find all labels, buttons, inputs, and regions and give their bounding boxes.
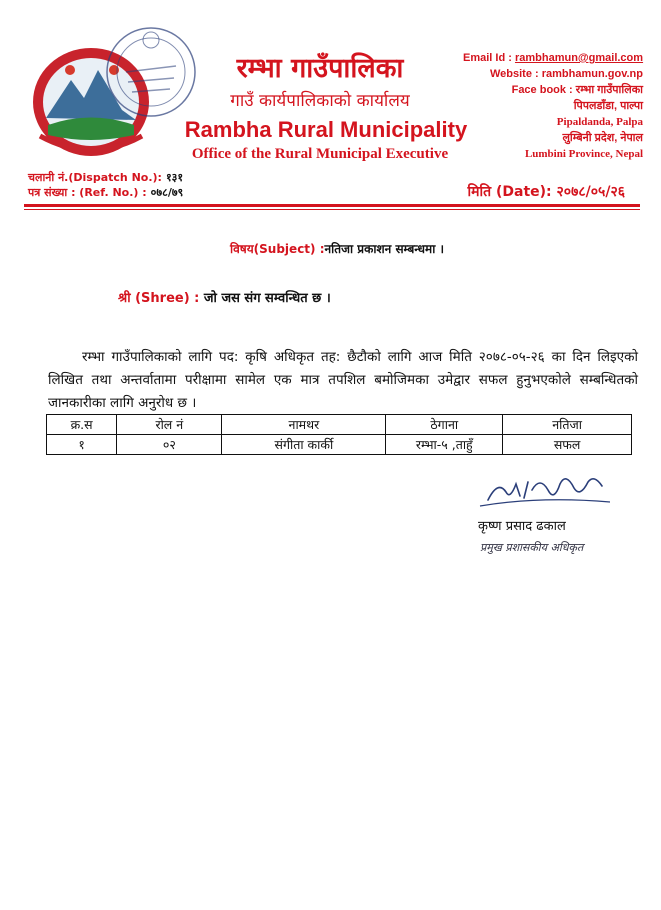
body-paragraph: रम्भा गाउँपालिकाको लागि पद: कृषि अधिकृत तह: छैटौको लागि आज मिति २०७८-०५-२६ का दिन लिइएको लिखित तथा अन्तर्वातामा परीक्षामा सामेल एक मात्र तपशिल बमोजिमका उमेद्वार सफल हुनुभएकोले सम्बन्धितको जानकारीका लागि अनुरोध छ । (48, 349, 638, 411)
ref-label: पत्र संख्या : (Ref. No.) : (28, 186, 147, 199)
col-header-name: नामथर (222, 415, 386, 435)
col-header-roll: रोल नं (117, 415, 222, 435)
email-link[interactable]: rambhamun@gmail.com (514, 52, 644, 64)
table-header-row (47, 415, 632, 435)
email-label: Email Id : (463, 52, 515, 64)
date-label: मिति (Date): (467, 184, 552, 200)
reference-number (28, 185, 183, 200)
dispatch-value: १३१ (165, 171, 184, 184)
col-header-result: नतिजा (503, 415, 632, 435)
facebook-label: Face book : (511, 84, 576, 96)
cell-address: रम्भा-५ ,ताहुँ (386, 435, 503, 455)
recipient-text: जो जस संग सम्वन्धित छ । (203, 291, 331, 306)
subject-text: नतिजा प्रकाशन सम्बन्धमा । (324, 242, 445, 256)
subject-line (230, 240, 444, 257)
cell-result: सफल (503, 435, 632, 455)
header-divider-thin (24, 209, 640, 210)
col-header-serial: क्र.स (47, 415, 117, 435)
website-link[interactable]: rambhamun.gov.np (541, 68, 643, 80)
signer-designation: प्रमुख प्रशासकीय अधिकृत (480, 541, 584, 554)
cell-name: संगीता कार्की (222, 435, 386, 455)
col-header-address: ठेगाना (386, 415, 503, 435)
website-label: Website : (489, 68, 542, 80)
signer-name: कृष्ण प्रसाद ढकाल (478, 519, 566, 534)
recipient-line (118, 288, 331, 306)
dispatch-number (28, 170, 183, 185)
municipality-title-en: Rambha Rural Municipality (184, 117, 468, 142)
letter-date (468, 182, 625, 201)
letter-body (48, 346, 638, 415)
address-en: Pipaldanda, Palpa (556, 116, 643, 128)
date-value: २०७८/०५/२६ (556, 184, 625, 200)
address-np: पिपलडाँडा, पाल्पा (573, 100, 643, 112)
results-table (46, 414, 632, 455)
table-row (47, 435, 632, 455)
province-np: लुम्बिनी प्रदेश, नेपाल (562, 132, 643, 144)
header-divider (24, 204, 640, 207)
office-subtitle-np: गाउँ कार्यपालिकाको कार्यालय (230, 91, 410, 111)
cell-serial: १ (47, 435, 117, 455)
recipient-label: श्री (Shree) : (118, 291, 200, 306)
municipality-title-np: रम्भा गाउँपालिका (236, 53, 404, 84)
facebook-value: रम्भा गाउँपालिका (575, 84, 643, 96)
handwritten-signature (470, 462, 620, 512)
ref-value: ०७८/७९ (150, 186, 184, 199)
subject-label: विषय(Subject) : (230, 242, 325, 256)
province-en: Lumbini Province, Nepal (524, 148, 643, 160)
office-subtitle-en: Office of the Rural Municipal Executive (191, 146, 449, 162)
dispatch-label: चलानी नं.(Dispatch No.): (28, 171, 162, 184)
cell-roll: ०२ (117, 435, 222, 455)
contact-block (463, 50, 643, 162)
